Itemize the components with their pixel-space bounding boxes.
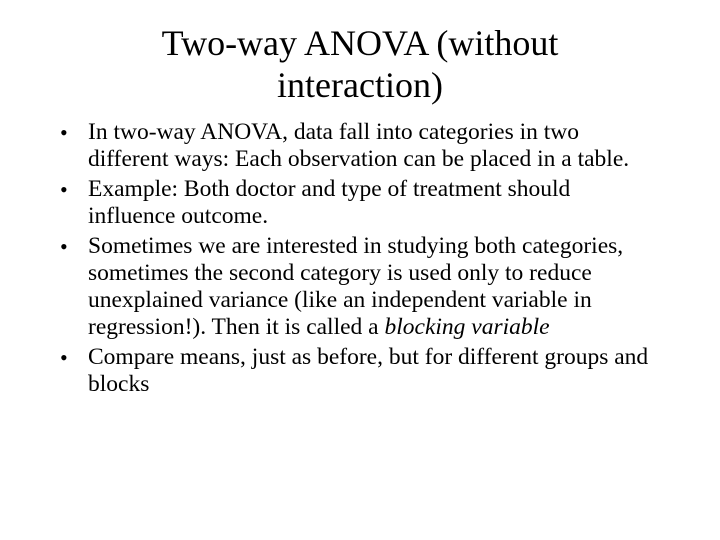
bullet-item-2: [60, 176, 660, 230]
slide-title: [0, 22, 720, 106]
bullet-list: [60, 119, 660, 401]
bullet-italic-term: blocking variable: [384, 314, 550, 340]
bullet-item-3: [60, 233, 660, 341]
bullet-text: Sometimes we are interested in studying both categories, sometimes the second category is used only to reduce unexplained variance (like an independent variable in regression!). Then it is called a: [88, 233, 624, 340]
bullet-marker: •: [60, 120, 68, 145]
bullet-item-1: [60, 119, 660, 173]
title-line-2: interaction): [277, 65, 443, 105]
title-line-1: Two-way ANOVA (without: [161, 23, 559, 63]
bullet-marker: •: [60, 345, 68, 370]
bullet-text: Compare means, just as before, but for different groups and blocks: [88, 344, 649, 397]
bullet-marker: •: [60, 177, 68, 202]
bullet-marker: •: [60, 234, 68, 259]
bullet-text: In two-way ANOVA, data fall into categories in two different ways: Each observation can be placed in a table.: [88, 119, 630, 172]
bullet-item-4: [60, 344, 660, 398]
bullet-text: Example: Both doctor and type of treatment should influence outcome.: [88, 176, 571, 229]
